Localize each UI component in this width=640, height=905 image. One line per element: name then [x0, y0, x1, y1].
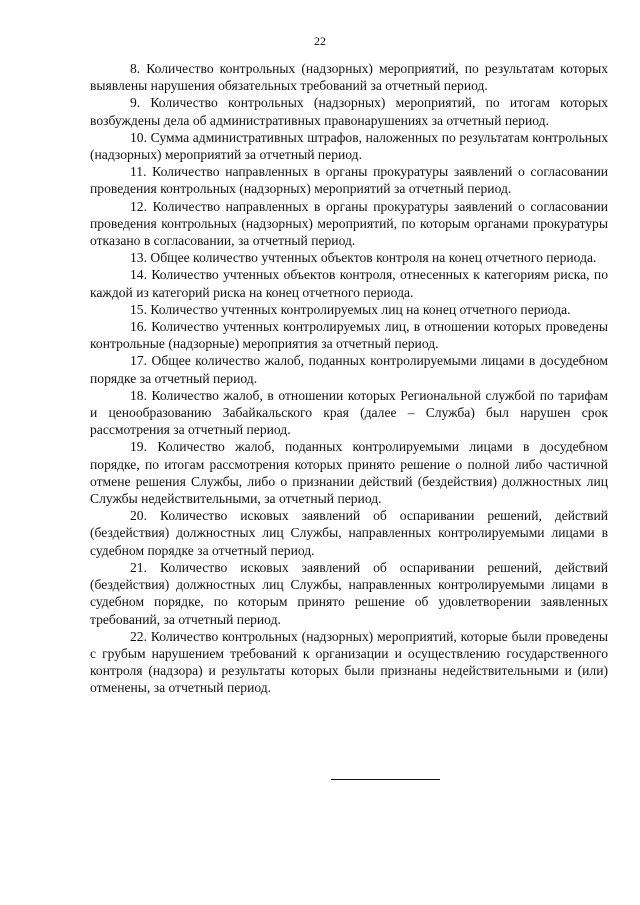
paragraph-13: 13. Общее количество учтенных объектов контроля на конец отчетного периода.: [130, 250, 597, 266]
paragraph-12: 12. Количество направленных в органы прокуратуры заявлений о согласовании проведения контрольных (надзорных) мероприятий, по которым органами прокуратуры отказано в согласовании, за отчетный период.: [90, 198, 608, 249]
paragraph-21: 21. Количество исковых заявлений об оспаривании решений, действий (бездействия) должностных лиц Службы, направленных контролируемыми лицами в судебном порядке, по которым принято решение об удовлетворении заявленных требований, за отчетный период.: [90, 559, 608, 627]
paragraph-18: 18. Количество жалоб, в отношении которых Региональной службой по тарифам и ценообразованию Забайкальского края (далее – Служба) был нарушен срок рассмотрения за отчетный период.: [90, 387, 608, 438]
paragraph-9: 9. Количество контрольных (надзорных) мероприятий, по итогам которых возбуждены дела об административных правонарушениях за отчетный период.: [90, 95, 608, 128]
paragraph-14: 14. Количество учтенных объектов контроля, отнесенных к категориям риска, по каждой из категорий риска на конец отчетного периода.: [90, 267, 608, 300]
paragraph-22: 22. Количество контрольных (надзорных) мероприятий, которые были проведены с грубым нарушением требований к организации и осуществлению государственного контроля (надзора) и результаты которых были признаны недействительными и (или) отменены, за отчетный период.: [90, 628, 608, 696]
paragraph-17: 17. Общее количество жалоб, поданных контролируемыми лицами в досудебном порядке за отчетный период.: [90, 353, 608, 386]
paragraph-11: 11. Количество направленных в органы прокуратуры заявлений о согласовании проведения контрольных (надзорных) мероприятий за отчетный период.: [90, 164, 608, 197]
paragraph-8: 8. Количество контрольных (надзорных) мероприятий, по результатам которых выявлены нарушения обязательных требований за отчетный период.: [90, 61, 608, 94]
paragraph-20: 20. Количество исковых заявлений об оспаривании решений, действий (бездействия) должностных лиц Службы, направленных контролируемыми лицами в судебном порядке за отчетный период.: [90, 508, 608, 558]
document-body: [90, 60, 608, 697]
paragraph-16: 16. Количество учтенных контролируемых лиц, в отношении которых проведены контрольные (надзорные) мероприятия за отчетный период.: [90, 319, 608, 352]
paragraph-15: 15. Количество учтенных контролируемых лиц на конец отчетного периода.: [130, 301, 571, 317]
paragraph-10: 10. Сумма административных штрафов, наложенных по результатам контрольных (надзорных) мероприятий за отчетный период.: [90, 129, 608, 163]
page-number: 22: [314, 34, 326, 48]
closing-line: [331, 779, 440, 780]
paragraph-19: 19. Количество жалоб, поданных контролируемыми лицами в досудебном порядке, по итогам рассмотрения которых принято решение о полной либо частичной отмене решения Службы, либо о признании действий (бездействия) должностных лиц Службы недействительными, за отчетный период.: [90, 439, 608, 507]
